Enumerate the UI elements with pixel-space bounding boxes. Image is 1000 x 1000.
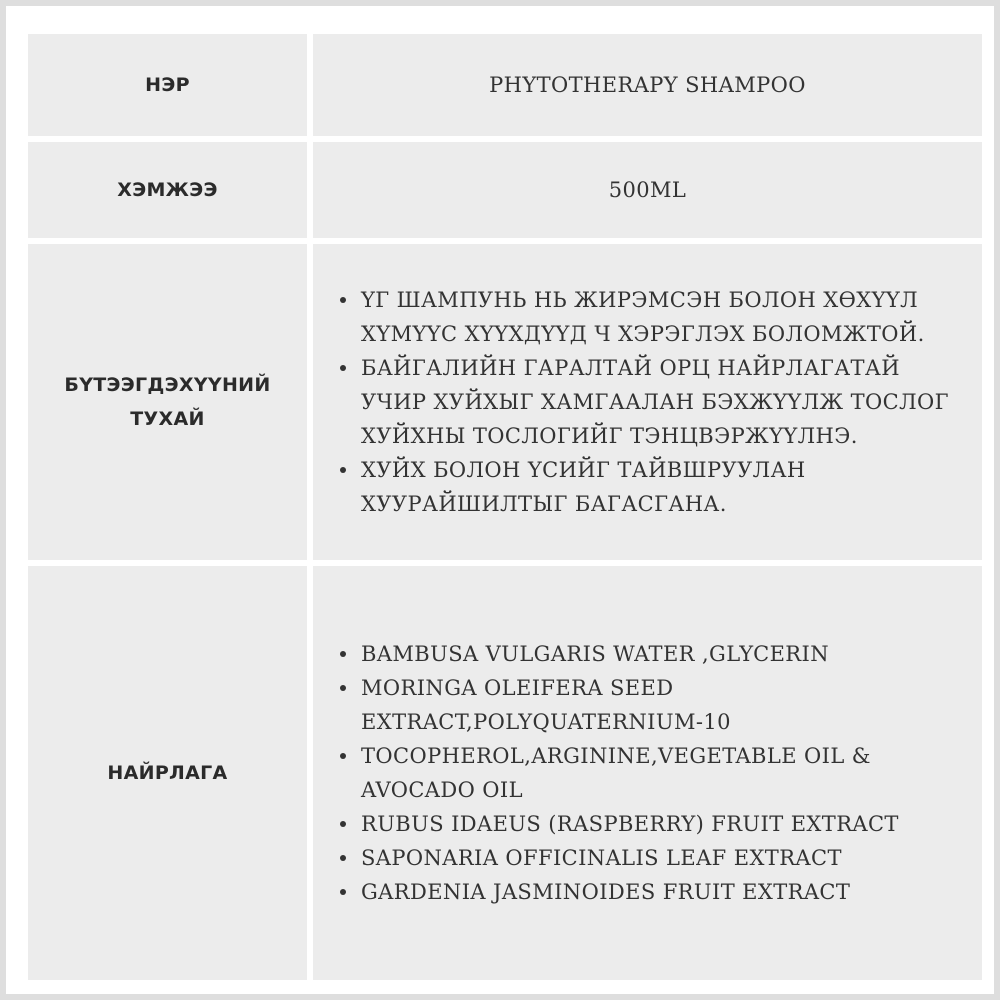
- name-value-cell: [313, 34, 982, 136]
- about-label-line-2: ТУХАЙ: [130, 408, 205, 430]
- size-label: ХЭМЖЭЭ: [117, 179, 218, 201]
- ingredients-label: НАЙРЛАГА: [107, 762, 228, 784]
- list-item: БАЙГАЛИЙН ГАРАЛТАЙ ОРЦ НАЙРЛАГАТАЙ УЧИР ХУЙХЫГ ХАМГААЛАН БЭХЖҮҮЛЖ ТОСЛОГ ХУЙХНЫ ТОСЛОГИЙГ ТЭНЦВЭРЖҮҮЛНЭ.: [361, 351, 964, 453]
- list-item: ХУЙХ БОЛОН ҮСИЙГ ТАЙВШРУУЛАН ХУУРАЙШИЛТЫГ БАГАСГАНА.: [361, 453, 964, 521]
- about-value-cell: [313, 244, 982, 560]
- list-item: TOCOPHEROL,ARGININE,VEGETABLE OIL & AVOCADO OIL: [361, 739, 922, 807]
- list-item: RUBUS IDAEUS (RASPBERRY) FRUIT EXTRACT: [361, 807, 922, 841]
- list-item: GARDENIA JASMINOIDES FRUIT EXTRACT: [361, 875, 922, 909]
- ingredients-list: [313, 637, 922, 909]
- list-item: SAPONARIA OFFICINALIS LEAF EXTRACT: [361, 841, 922, 875]
- list-item: BAMBUSA VULGARIS WATER ,GLYCERIN: [361, 637, 922, 671]
- name-value: PHYTOTHERAPY SHAMPOO: [489, 73, 806, 97]
- ingredients-label-cell: [28, 566, 307, 980]
- about-list: [313, 283, 964, 521]
- name-label-cell: [28, 34, 307, 136]
- about-label-line-1: БҮТЭЭГДЭХҮҮНИЙ: [64, 374, 271, 396]
- about-label-cell: [28, 244, 307, 560]
- ingredients-value-cell: [313, 566, 982, 980]
- size-value-cell: [313, 142, 982, 238]
- list-item: MORINGA OLEIFERA SEED EXTRACT,POLYQUATERNIUM-10: [361, 671, 922, 739]
- about-label: [64, 368, 270, 436]
- size-label-cell: [28, 142, 307, 238]
- size-value: 500ML: [608, 178, 687, 202]
- name-label: НЭР: [145, 74, 190, 96]
- list-item: ҮГ ШАМПУНЬ НЬ ЖИРЭМСЭН БОЛОН ХӨХҮҮЛ ХҮМҮҮС ХҮҮХДҮҮД Ч ХЭРЭГЛЭХ БОЛОМЖТОЙ.: [361, 283, 964, 351]
